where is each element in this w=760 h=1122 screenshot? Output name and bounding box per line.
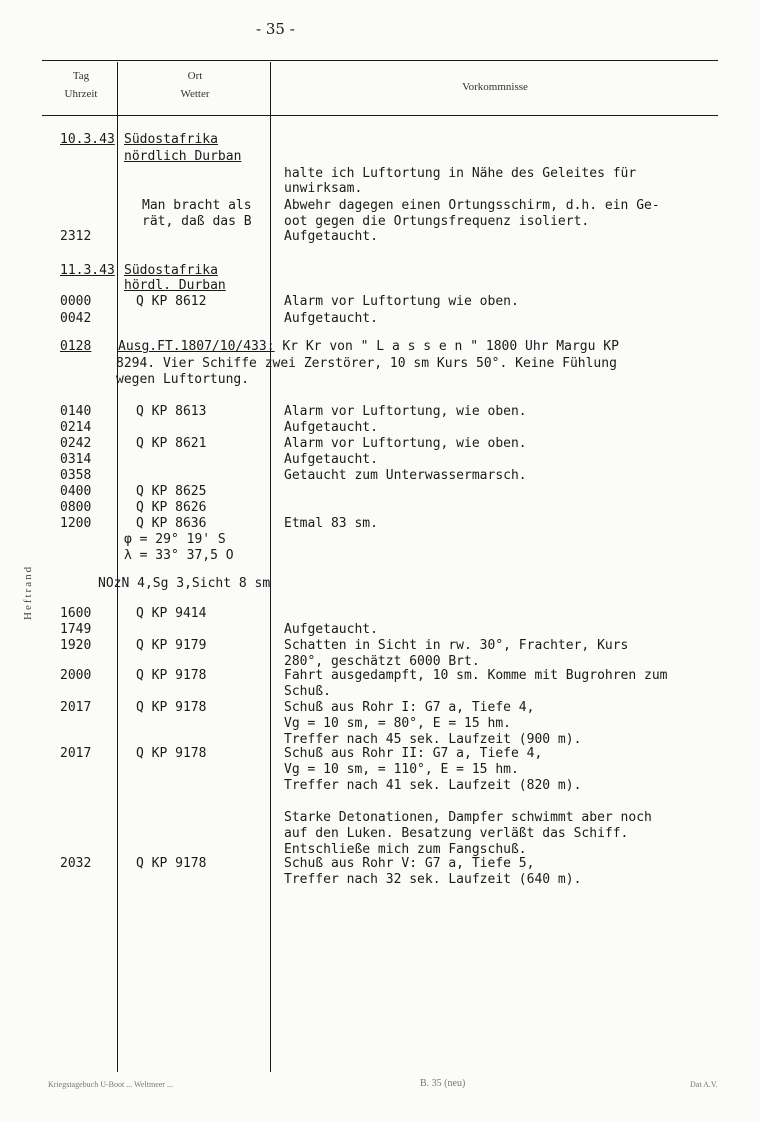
entry-location: nördlich Durban — [124, 149, 242, 164]
footer-left: Kriegstagebuch U-Boot ... Weltmeer ... — [48, 1080, 173, 1089]
entry-time: 10.3.43 — [60, 132, 115, 147]
entry-event: Alarm vor Luftortung, wie oben. — [284, 404, 527, 419]
header-tag-line2: Uhrzeit — [64, 88, 98, 100]
header-ort — [130, 70, 260, 100]
entry-time: 2017 — [60, 746, 92, 761]
entry-time: 0140 — [60, 404, 92, 419]
entry-event: oot gegen die Ortungsfrequenz isoliert. — [284, 214, 590, 229]
entry-event: 280°, geschätzt 6000 Brt. — [284, 654, 480, 669]
entry-time: 2312 — [60, 229, 92, 244]
header-tag — [48, 70, 114, 100]
entry-event: Aufgetaucht. — [284, 622, 378, 637]
header-rule — [42, 115, 718, 116]
entry-time: 2017 — [60, 700, 92, 715]
entry-location: Q KP 8626 — [136, 500, 207, 515]
entry-time: 11.3.43 — [60, 263, 115, 278]
entry-event: Schuß. — [284, 684, 331, 699]
entry-event: Schuß aus Rohr V: G7 a, Tiefe 5, — [284, 856, 535, 871]
entry-radio-message: wegen Luftortung. — [116, 372, 250, 387]
entry-event: Schuß aus Rohr I: G7 a, Tiefe 4, — [284, 700, 535, 715]
entry-location: Man bracht als — [142, 198, 252, 213]
entry-time: 2000 — [60, 668, 92, 683]
entry-time: 0214 — [60, 420, 92, 435]
entry-time: 0358 — [60, 468, 92, 483]
header-ort-line1: Ort — [187, 70, 203, 82]
entry-location: λ = 33° 37,5 O — [124, 548, 234, 563]
entry-event: Fahrt ausgedampft, 10 sm. Komme mit Bugrohren zum — [284, 668, 668, 683]
entry-radio-message — [118, 339, 619, 354]
entry-location: Südostafrika — [124, 132, 218, 147]
entry-event: Aufgetaucht. — [284, 420, 378, 435]
header-vorkommnisse: Vorkommnisse — [462, 81, 528, 93]
entry-event: Getaucht zum Unterwassermarsch. — [284, 468, 527, 483]
entry-event: Entschließe mich zum Fangschuß. — [284, 842, 527, 857]
entry-time: 1920 — [60, 638, 92, 653]
entry-time: 0128 — [60, 339, 92, 354]
entry-location: rät, daß das B — [142, 214, 252, 229]
entry-time: 1200 — [60, 516, 92, 531]
entry-location: Q KP 8625 — [136, 484, 207, 499]
entry-event: Etmal 83 sm. — [284, 516, 378, 531]
entry-location: Q KP 9178 — [136, 700, 207, 715]
radio-message-text: Kr Kr von " L a s s e n " 1800 Uhr Margu KP — [274, 339, 619, 354]
entry-time: 1600 — [60, 606, 92, 621]
entry-location: φ = 29° 19' S — [124, 532, 226, 547]
entry-location: Q KP 9178 — [136, 746, 207, 761]
footer-mid: B. 35 (neu) — [420, 1078, 466, 1089]
entry-time: 0314 — [60, 452, 92, 467]
entry-event: Schuß aus Rohr II: G7 a, Tiefe 4, — [284, 746, 543, 761]
footer-right: Dat A.V. — [690, 1080, 718, 1089]
entry-time: 0400 — [60, 484, 92, 499]
top-rule — [42, 60, 718, 61]
entry-time: 0800 — [60, 500, 92, 515]
entry-event: Vg = 10 sm, = 80°, E = 15 hm. — [284, 716, 511, 731]
entry-location: Südostafrika — [124, 263, 218, 278]
entry-location: hördl. Durban — [124, 278, 226, 293]
entry-location: Q KP 8613 — [136, 404, 207, 419]
entry-event: Treffer nach 45 sek. Laufzeit (900 m). — [284, 732, 582, 747]
entry-time: 0000 — [60, 294, 92, 309]
entry-location: Q KP 9179 — [136, 638, 207, 653]
column-divider-1 — [117, 62, 118, 1072]
entry-radio-message: 8294. Vier Schiffe zwei Zerstörer, 10 sm Kurs 50°. Keine Fühlung — [116, 356, 617, 371]
header-ort-line2: Wetter — [180, 88, 210, 100]
entry-event: Vg = 10 sm, = 110°, E = 15 hm. — [284, 762, 519, 777]
entry-location: Q KP 8621 — [136, 436, 207, 451]
entry-event: Abwehr dagegen einen Ortungsschirm, d.h. ein Ge- — [284, 198, 660, 213]
entry-time: 0042 — [60, 311, 92, 326]
entry-event: Aufgetaucht. — [284, 452, 378, 467]
entry-event: Aufgetaucht. — [284, 311, 378, 326]
entry-event: Alarm vor Luftortung wie oben. — [284, 294, 519, 309]
column-divider-2 — [270, 62, 271, 1072]
entry-location: Q KP 8636 — [136, 516, 207, 531]
binding-margin-label: Heftrand — [22, 564, 34, 620]
entry-weather: NOzN 4,Sg 3,Sicht 8 sm — [98, 576, 271, 591]
entry-location: Q KP 9178 — [136, 856, 207, 871]
page-number: - 35 - — [256, 20, 295, 38]
entry-event: Treffer nach 41 sek. Laufzeit (820 m). — [284, 778, 582, 793]
entry-time: 2032 — [60, 856, 92, 871]
radio-message-ref: Ausg.FT.1807/10/433: — [118, 339, 275, 354]
entry-location: Q KP 8612 — [136, 294, 207, 309]
header-tag-line1: Tag — [72, 70, 90, 82]
entry-time: 1749 — [60, 622, 92, 637]
entry-event: unwirksam. — [284, 181, 363, 196]
entry-event: Alarm vor Luftortung, wie oben. — [284, 436, 527, 451]
entry-time: 0242 — [60, 436, 92, 451]
entry-event: Treffer nach 32 sek. Laufzeit (640 m). — [284, 872, 582, 887]
entry-event: halte ich Luftortung in Nähe des Geleites für — [284, 166, 637, 181]
entry-event: Schatten in Sicht in rw. 30°, Frachter, Kurs — [284, 638, 629, 653]
entry-event: Aufgetaucht. — [284, 229, 378, 244]
entry-event: Starke Detonationen, Dampfer schwimmt aber noch — [284, 810, 652, 825]
entry-event: auf den Luken. Besatzung verläßt das Schiff. — [284, 826, 629, 841]
entry-location: Q KP 9178 — [136, 668, 207, 683]
entry-location: Q KP 9414 — [136, 606, 207, 621]
